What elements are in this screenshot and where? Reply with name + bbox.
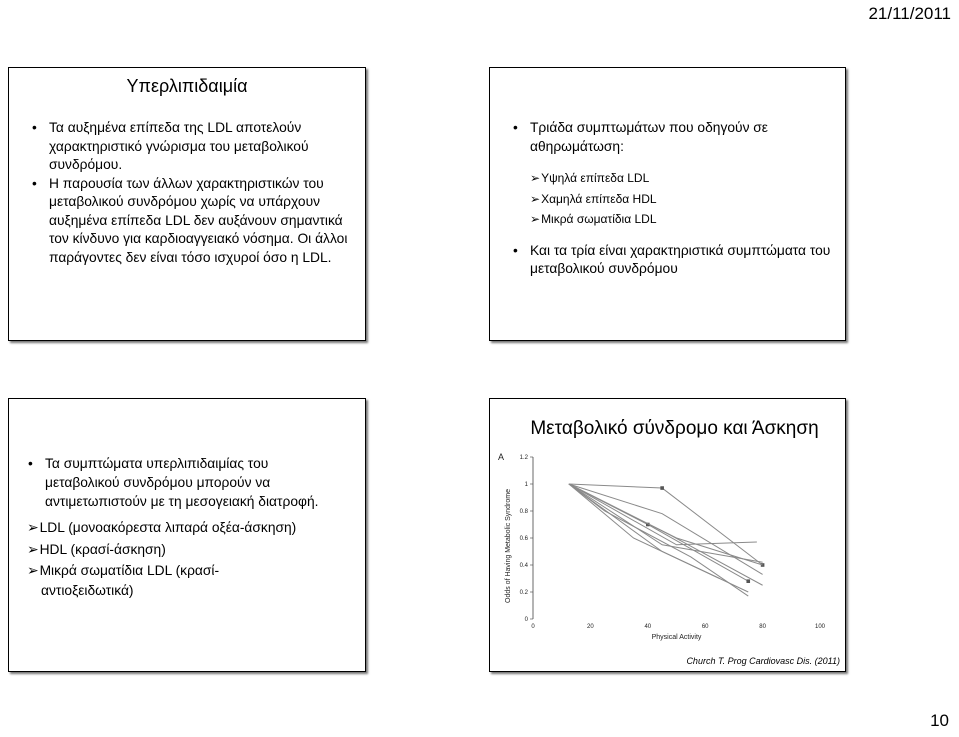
y-tick-label: 0.2 bbox=[519, 590, 528, 596]
bullet-list bbox=[45, 454, 345, 511]
panel-label: A bbox=[498, 452, 505, 462]
arrow-item-line: αντιοξειδωτικά) bbox=[41, 583, 134, 598]
slide-title: Μεταβολικό σύνδρομο και Άσκηση bbox=[530, 418, 819, 439]
y-tick-label: 0.8 bbox=[519, 509, 528, 515]
x-tick-label: 0 bbox=[531, 624, 535, 630]
x-tick-label: 40 bbox=[644, 624, 652, 630]
header-date: 21/11/2011 bbox=[868, 4, 951, 23]
arrow-item-line: Μικρά σωματίδια LDL (κρασί- bbox=[39, 563, 220, 578]
bullet-list bbox=[530, 119, 835, 156]
slide-hyperlipidemia bbox=[8, 67, 366, 341]
arrow-list bbox=[27, 517, 327, 601]
y-tick-label: 1 bbox=[524, 482, 528, 488]
arrow-list bbox=[530, 168, 845, 230]
arrow-item: ➢ Χαμηλά επίπεδα HDL bbox=[530, 189, 845, 210]
y-tick-label: 1.2 bbox=[519, 455, 528, 461]
activity-odds-chart bbox=[490, 444, 845, 664]
bullet-list bbox=[530, 242, 835, 279]
bullet-item: • Και τα τρία είναι χαρακτηριστικά συμπτώματα του μεταβολικού συνδρόμου bbox=[530, 242, 835, 279]
slide-title: Υπερλιπιδαιμία bbox=[126, 76, 248, 96]
y-tick-label: 0 bbox=[524, 617, 528, 623]
arrow-item: ➢ Μικρά σωματίδια LDL bbox=[530, 209, 845, 230]
arrow-item bbox=[27, 561, 327, 601]
page-number: 10 bbox=[930, 711, 949, 730]
y-tick-label: 0.4 bbox=[519, 563, 528, 569]
slide-atherosclerosis-triad bbox=[489, 67, 846, 341]
bullet-list bbox=[49, 119, 359, 267]
arrow-item: ➢ LDL (μονοακόρεστα λιπαρά οξέα-άσκηση) bbox=[27, 517, 327, 539]
x-tick-label: 20 bbox=[587, 624, 594, 630]
x-axis-label: Physical Activity bbox=[651, 634, 702, 641]
y-axis-label: Odds of Having Metabolic Syndrome bbox=[505, 489, 512, 603]
x-tick-label: 80 bbox=[759, 624, 766, 630]
bullet-item: • Τριάδα συμπτωμάτων που οδηγούν σε αθηρωμάτωση: bbox=[530, 119, 835, 156]
arrow-item: ➢ HDL (κρασί-άσκηση) bbox=[27, 539, 327, 561]
series-line bbox=[569, 484, 763, 562]
citation: Church T. Prog Cardiovasc Dis. (2011) bbox=[686, 656, 840, 666]
arrow-item: ➢ Υψηλά επίπεδα LDL bbox=[530, 168, 845, 189]
bullet-item: • Η παρουσία των άλλων χαρακτηριστικών του μεταβολικού συνδρόμου χωρίς να υπάρχουν αυξημένα επίπεδα LDL δεν αυξάνουν σημαντικά τον κίνδυνο για καρδιοαγγειακό νόσημα. Οι άλλοι παράγοντες δεν είναι τόσο ισχυροί όσο η LDL. bbox=[49, 175, 359, 268]
series-point-marker bbox=[746, 579, 750, 583]
bullet-item: • Τα αυξημένα επίπεδα της LDL αποτελούν χαρακτηριστικό γνώρισμα του μεταβολικού συνδρόμου. bbox=[49, 119, 359, 175]
slide-metabolic-syndrome-exercise bbox=[489, 398, 846, 672]
slide-mediterranean-diet bbox=[8, 398, 366, 672]
series-point-marker bbox=[660, 486, 664, 490]
y-tick-label: 0.6 bbox=[519, 536, 528, 542]
bullet-item: • Τα συμπτώματα υπερλιπιδαιμίας του μεταβολικού συνδρόμου μπορούν να αντιμετωπιστούν με τη μεσογειακή διατροφή. bbox=[45, 454, 345, 511]
series-line bbox=[569, 484, 748, 581]
x-tick-label: 100 bbox=[814, 624, 826, 630]
series-line bbox=[569, 484, 763, 574]
series-line bbox=[569, 484, 748, 592]
x-tick-label: 60 bbox=[701, 624, 709, 630]
